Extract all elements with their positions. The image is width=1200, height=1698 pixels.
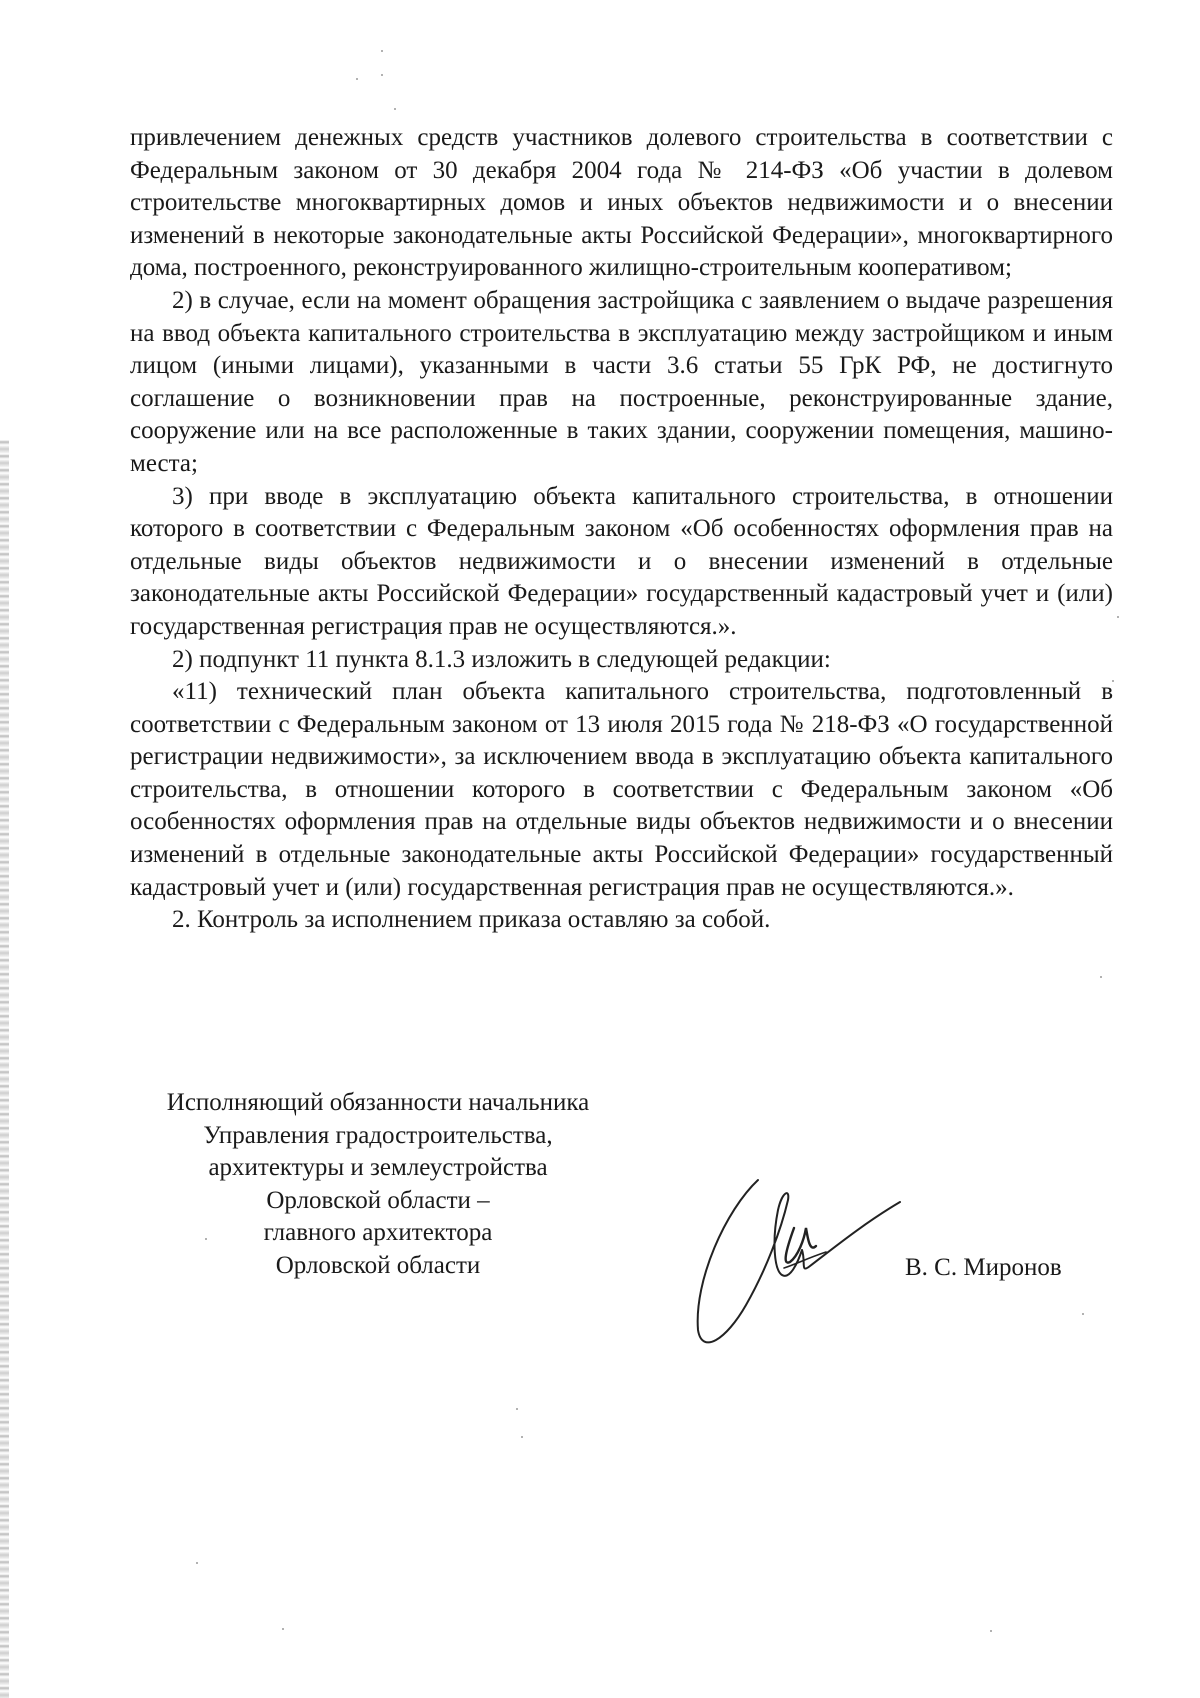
- scan-speck: [1117, 616, 1119, 618]
- scan-speck: [516, 1408, 518, 1410]
- signer-name: В. С. Миронов: [905, 1254, 1062, 1281]
- paragraph-item-2: 2) в случае, если на момент обращения застройщика с заявлением о выдаче разрешения на ввод объекта капитального строительства в эксплуатацию между застройщиком и иным лицом (иными лицами), указанными в части 3.6 статьи 55 ГрК РФ, не достигнуто соглашение о возникновении прав на построенные, реконструированные здание, сооружение или на все расположенные в таких здании, сооружении помещения, машино-места;: [130, 286, 1113, 477]
- signatory-title: [128, 1087, 628, 1283]
- scan-speck: [356, 78, 358, 80]
- signatory-title-line: Орловской области –: [266, 1186, 490, 1214]
- signatory-title-line: Орловской области: [275, 1251, 481, 1279]
- scan-edge-artifact: [0, 440, 9, 1698]
- paragraph-continuation: привлечением денежных средств участников долевого строительства в соответствии с Федеральным законом от 30 декабря 2004 года № 214-ФЗ «Об участии в долевом строительстве многоквартирных домов и иных объектов недвижимости и о внесении изменений в некоторые законодательные акты Российской Федерации», многоквартирного дома, построенного, реконструированного жилищно-строительным кооперативом;: [130, 124, 1113, 282]
- signatory-title-line: Управления градостроительства,: [203, 1121, 553, 1149]
- scan-speck: [521, 1436, 523, 1438]
- scan-speck: [381, 50, 383, 52]
- scan-speck: [990, 1630, 992, 1632]
- document-body: [130, 122, 1113, 937]
- paragraph-control: 2. Контроль за исполнением приказа оставляю за собой.: [172, 906, 771, 934]
- handwritten-signature: [686, 1170, 906, 1352]
- scan-speck: [196, 1562, 198, 1564]
- scan-speck: [381, 74, 383, 76]
- paragraph-subpoint-11: «11) технический план объекта капитального строительства, подготовленный в соответствии с Федеральным законом от 13 июля 2015 года № 218-ФЗ «О государственной регистрации недвижимости», за исключением ввода в эксплуатацию объекта капитального строительства, в отношении которого в соответствии с Федеральным законом «Об особенностях оформления прав на отдельные виды объектов недвижимости и о внесении изменений в отдельные законодательные акты Российской Федерации» государственный кадастровый учет и (или) государственная регистрация прав не осуществляются.».: [130, 678, 1113, 901]
- paragraph-item-3: 3) при вводе в эксплуатацию объекта капитального строительства, в отношении которого в соответствии с Федеральным законом «Об особенностях оформления прав на отдельные виды объектов недвижимости и о внесении изменений в отдельные законодательные акты Российской Федерации» государственный кадастровый учет и (или) государственная регистрация прав не осуществляются.».: [130, 482, 1113, 640]
- scan-speck: [1100, 976, 1102, 978]
- scan-speck: [282, 1628, 284, 1630]
- scan-speck: [394, 108, 396, 110]
- scan-speck: [1082, 1313, 1084, 1315]
- signatory-title-line: главного архитектора: [263, 1219, 493, 1247]
- paragraph-subpoint-2: 2) подпункт 11 пункта 8.1.3 изложить в следующей редакции:: [172, 645, 831, 673]
- signatory-title-line: архитектуры и землеустройства: [208, 1154, 548, 1182]
- signatory-title-line: Исполняющий обязанности начальника: [166, 1089, 590, 1116]
